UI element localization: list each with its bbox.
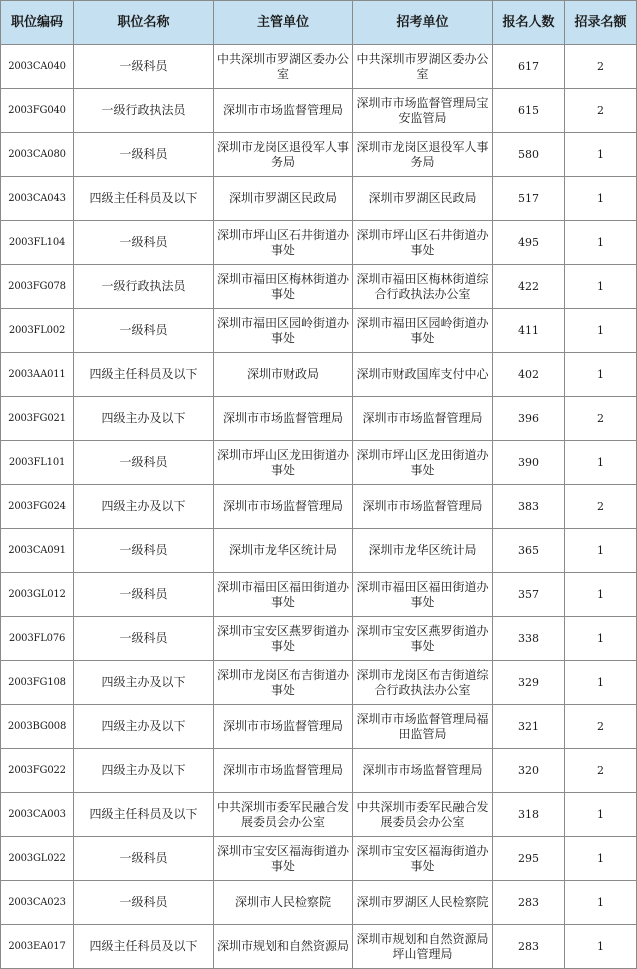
applicant-count-cell: 365 <box>493 529 565 573</box>
position-title-cell-text: 四级主任科员及以下 <box>89 191 198 205</box>
supervising-unit-cell <box>214 617 353 661</box>
applicant-count-cell: 411 <box>493 309 565 353</box>
supervising-unit-cell <box>214 837 353 881</box>
supervising-unit-cell-text: 深圳市龙华区统计局 <box>228 543 337 557</box>
position-title-cell <box>74 265 214 309</box>
quota-cell: 1 <box>565 353 637 397</box>
position-title-cell-text: 一级科员 <box>119 323 168 337</box>
position-title-cell-text: 一级科员 <box>119 235 168 249</box>
supervising-unit-cell-text: 深圳市坪山区石井街道办事处 <box>216 227 349 257</box>
recruiting-unit-cell <box>353 573 493 617</box>
supervising-unit-cell-text: 深圳市市场监督管理局 <box>222 719 343 733</box>
recruiting-unit-cell <box>353 221 493 265</box>
supervising-unit-cell-text: 深圳市福田区福田街道办事处 <box>216 579 349 609</box>
position-title-cell-text: 四级主办及以下 <box>101 499 186 513</box>
supervising-unit-cell <box>214 397 353 441</box>
position-title-cell-text: 一级科员 <box>119 147 168 161</box>
recruiting-unit-cell <box>353 793 493 837</box>
table-row <box>1 661 637 705</box>
position-title-cell <box>74 837 214 881</box>
supervising-unit-cell-text: 深圳市罗湖区民政局 <box>228 191 337 205</box>
recruiting-unit-cell-text: 深圳市坪山区石井街道办事处 <box>356 227 489 257</box>
position-title-cell <box>74 221 214 265</box>
recruiting-unit-cell <box>353 265 493 309</box>
supervising-unit-cell <box>214 265 353 309</box>
supervising-unit-cell <box>214 441 353 485</box>
recruiting-unit-cell <box>353 441 493 485</box>
recruiting-unit-cell <box>353 353 493 397</box>
recruiting-unit-cell <box>353 177 493 221</box>
position-title-cell <box>74 793 214 837</box>
quota-cell: 1 <box>565 265 637 309</box>
position-code-cell: 2003FL104 <box>1 221 74 265</box>
position-code-cell: 2003FL076 <box>1 617 74 661</box>
table-row <box>1 45 637 89</box>
table-row <box>1 749 637 793</box>
quota-cell: 1 <box>565 881 637 925</box>
position-code-cell: 2003EA017 <box>1 925 74 969</box>
quota-cell: 1 <box>565 617 637 661</box>
position-title-cell <box>74 309 214 353</box>
table-body <box>1 45 637 969</box>
quota-cell: 1 <box>565 793 637 837</box>
applicant-count-cell: 283 <box>493 925 565 969</box>
supervising-unit-cell <box>214 177 353 221</box>
header-position-code: 职位编码 <box>1 1 74 45</box>
recruiting-unit-cell-text: 深圳市福田区园岭街道办事处 <box>356 315 489 345</box>
position-title-cell <box>74 177 214 221</box>
position-title-cell-text: 四级主办及以下 <box>101 411 186 425</box>
applicant-count-cell: 321 <box>493 705 565 749</box>
position-title-cell-text: 一级科员 <box>119 895 168 909</box>
supervising-unit-cell <box>214 749 353 793</box>
position-code-cell: 2003GL022 <box>1 837 74 881</box>
recruiting-unit-cell <box>353 925 493 969</box>
supervising-unit-cell-text: 深圳市市场监督管理局 <box>222 499 343 513</box>
supervising-unit-cell <box>214 485 353 529</box>
quota-cell: 1 <box>565 441 637 485</box>
position-title-cell-text: 四级主办及以下 <box>101 719 186 733</box>
position-title-cell-text: 四级主任科员及以下 <box>89 939 198 953</box>
applicant-count-cell: 320 <box>493 749 565 793</box>
supervising-unit-cell <box>214 705 353 749</box>
supervising-unit-cell-text: 深圳市人民检察院 <box>234 895 331 909</box>
applicant-count-cell: 580 <box>493 133 565 177</box>
supervising-unit-cell <box>214 881 353 925</box>
position-code-cell: 2003FG021 <box>1 397 74 441</box>
recruiting-unit-cell <box>353 617 493 661</box>
position-code-cell: 2003AA011 <box>1 353 74 397</box>
recruiting-unit-cell-text: 深圳市福田区梅林街道综合行政执法办公室 <box>356 271 489 301</box>
position-title-cell-text: 一级科员 <box>119 631 168 645</box>
position-title-cell-text: 一级科员 <box>119 455 168 469</box>
position-title-cell <box>74 441 214 485</box>
position-code-cell: 2003FG024 <box>1 485 74 529</box>
recruiting-unit-cell-text: 深圳市龙岗区布吉街道综合行政执法办公室 <box>356 667 489 697</box>
position-title-cell-text: 四级主任科员及以下 <box>89 807 198 821</box>
applicant-count-cell: 283 <box>493 881 565 925</box>
recruiting-unit-cell-text: 深圳市罗湖区人民检察院 <box>356 895 489 909</box>
position-code-cell: 2003BG008 <box>1 705 74 749</box>
table-row <box>1 397 637 441</box>
recruiting-unit-cell <box>353 705 493 749</box>
supervising-unit-cell-text: 深圳市龙岗区布吉街道办事处 <box>216 667 349 697</box>
applicant-count-cell: 517 <box>493 177 565 221</box>
supervising-unit-cell-text: 深圳市福田区梅林街道办事处 <box>216 271 349 301</box>
position-title-cell <box>74 661 214 705</box>
supervising-unit-cell <box>214 661 353 705</box>
quota-cell: 2 <box>565 749 637 793</box>
position-title-cell <box>74 133 214 177</box>
applicant-count-cell: 390 <box>493 441 565 485</box>
header-position-title: 职位名称 <box>74 1 214 45</box>
applicant-count-cell: 402 <box>493 353 565 397</box>
header-row <box>1 1 637 45</box>
position-code-cell: 2003FG040 <box>1 89 74 133</box>
table-row <box>1 705 637 749</box>
header-quota: 招录名额 <box>565 1 637 45</box>
applicant-count-cell: 329 <box>493 661 565 705</box>
header-applicant-count: 报名人数 <box>493 1 565 45</box>
position-title-cell-text: 一级行政执法员 <box>101 103 186 117</box>
table-row <box>1 133 637 177</box>
position-code-cell: 2003CA043 <box>1 177 74 221</box>
supervising-unit-cell-text: 深圳市坪山区龙田街道办事处 <box>216 447 349 477</box>
recruiting-unit-cell-text: 深圳市坪山区龙田街道办事处 <box>356 447 489 477</box>
applicant-count-cell: 617 <box>493 45 565 89</box>
recruiting-unit-cell-text: 深圳市市场监督管理局 <box>362 499 483 513</box>
supervising-unit-cell <box>214 309 353 353</box>
supervising-unit-cell-text: 深圳市市场监督管理局 <box>222 103 343 117</box>
applicant-count-cell: 422 <box>493 265 565 309</box>
recruiting-unit-cell-text: 深圳市宝安区燕罗街道办事处 <box>356 623 489 653</box>
supervising-unit-cell <box>214 925 353 969</box>
position-code-cell: 2003CA091 <box>1 529 74 573</box>
position-title-cell <box>74 485 214 529</box>
supervising-unit-cell-text: 深圳市宝安区福海街道办事处 <box>216 843 349 873</box>
position-code-cell: 2003CA080 <box>1 133 74 177</box>
supervising-unit-cell-text: 深圳市宝安区燕罗街道办事处 <box>216 623 349 653</box>
table-row <box>1 353 637 397</box>
recruiting-unit-cell-text: 深圳市福田区福田街道办事处 <box>356 579 489 609</box>
quota-cell: 1 <box>565 309 637 353</box>
quota-cell: 1 <box>565 837 637 881</box>
quota-cell: 1 <box>565 925 637 969</box>
position-title-cell <box>74 353 214 397</box>
supervising-unit-cell <box>214 793 353 837</box>
supervising-unit-cell-text: 深圳市龙岗区退役军人事务局 <box>216 139 349 169</box>
position-code-cell: 2003CA003 <box>1 793 74 837</box>
applicant-count-cell: 295 <box>493 837 565 881</box>
quota-cell: 2 <box>565 485 637 529</box>
quota-cell: 1 <box>565 177 637 221</box>
position-title-cell-text: 一级科员 <box>119 851 168 865</box>
applicant-count-cell: 357 <box>493 573 565 617</box>
quota-cell: 2 <box>565 89 637 133</box>
position-code-cell: 2003FG108 <box>1 661 74 705</box>
position-title-cell <box>74 617 214 661</box>
recruiting-unit-cell-text: 深圳市龙华区统计局 <box>368 543 477 557</box>
position-title-cell <box>74 45 214 89</box>
supervising-unit-cell <box>214 353 353 397</box>
table-row <box>1 309 637 353</box>
position-code-cell: 2003FG078 <box>1 265 74 309</box>
supervising-unit-cell <box>214 45 353 89</box>
recruiting-unit-cell <box>353 133 493 177</box>
table-row <box>1 881 637 925</box>
table-row <box>1 617 637 661</box>
supervising-unit-cell-text: 深圳市市场监督管理局 <box>222 411 343 425</box>
position-title-cell-text: 四级主办及以下 <box>101 675 186 689</box>
position-title-cell-text: 一级科员 <box>119 59 168 73</box>
position-title-cell <box>74 749 214 793</box>
table-row <box>1 925 637 969</box>
table-row <box>1 441 637 485</box>
recruiting-unit-cell <box>353 89 493 133</box>
recruiting-unit-cell-text: 深圳市财政国库支付中心 <box>356 367 489 381</box>
supervising-unit-cell <box>214 133 353 177</box>
position-title-cell-text: 一级行政执法员 <box>101 279 186 293</box>
supervising-unit-cell-text: 中共深圳市罗湖区委办公室 <box>216 51 349 81</box>
position-title-cell <box>74 397 214 441</box>
position-title-cell <box>74 705 214 749</box>
recruiting-unit-cell <box>353 397 493 441</box>
applicant-count-cell: 318 <box>493 793 565 837</box>
recruiting-unit-cell-text: 中共深圳市委军民融合发展委员会办公室 <box>356 799 489 829</box>
supervising-unit-cell-text: 深圳市规划和自然资源局 <box>216 939 349 953</box>
position-title-cell-text: 一级科员 <box>119 543 168 557</box>
recruiting-unit-cell-text: 深圳市市场监督管理局 <box>362 763 483 777</box>
supervising-unit-cell <box>214 221 353 265</box>
applicant-count-cell: 396 <box>493 397 565 441</box>
recruiting-unit-cell-text: 深圳市市场监督管理局 <box>362 411 483 425</box>
recruiting-unit-cell <box>353 837 493 881</box>
header-supervising-unit: 主管单位 <box>214 1 353 45</box>
supervising-unit-cell-text: 中共深圳市委军民融合发展委员会办公室 <box>216 799 349 829</box>
recruiting-unit-cell <box>353 485 493 529</box>
recruiting-unit-cell <box>353 309 493 353</box>
position-code-cell: 2003FL002 <box>1 309 74 353</box>
recruiting-unit-cell <box>353 749 493 793</box>
position-code-cell: 2003FL101 <box>1 441 74 485</box>
table-row <box>1 89 637 133</box>
position-code-cell: 2003CA040 <box>1 45 74 89</box>
recruiting-unit-cell-text: 深圳市市场监督管理局宝安监管局 <box>356 95 489 125</box>
applicant-count-cell: 495 <box>493 221 565 265</box>
quota-cell: 2 <box>565 705 637 749</box>
quota-cell: 1 <box>565 661 637 705</box>
applicant-count-cell: 383 <box>493 485 565 529</box>
quota-cell: 1 <box>565 573 637 617</box>
position-title-cell <box>74 89 214 133</box>
position-code-cell: 2003FG022 <box>1 749 74 793</box>
supervising-unit-cell-text: 深圳市市场监督管理局 <box>222 763 343 777</box>
table-row <box>1 837 637 881</box>
position-title-cell <box>74 573 214 617</box>
quota-cell: 1 <box>565 133 637 177</box>
recruiting-unit-cell <box>353 881 493 925</box>
recruiting-unit-cell-text: 深圳市罗湖区民政局 <box>368 191 477 205</box>
table-row <box>1 485 637 529</box>
applicant-count-cell: 338 <box>493 617 565 661</box>
quota-cell: 2 <box>565 45 637 89</box>
supervising-unit-cell-text: 深圳市财政局 <box>246 367 319 381</box>
position-code-cell: 2003GL012 <box>1 573 74 617</box>
position-title-cell-text: 四级主办及以下 <box>101 763 186 777</box>
quota-cell: 1 <box>565 529 637 573</box>
table-row <box>1 177 637 221</box>
table-row <box>1 793 637 837</box>
supervising-unit-cell <box>214 573 353 617</box>
position-code-cell: 2003CA023 <box>1 881 74 925</box>
position-title-cell-text: 四级主任科员及以下 <box>89 367 198 381</box>
recruiting-unit-cell <box>353 45 493 89</box>
table-row <box>1 265 637 309</box>
applicant-count-cell: 615 <box>493 89 565 133</box>
table-row <box>1 221 637 265</box>
position-title-cell <box>74 925 214 969</box>
header-recruiting-unit: 招考单位 <box>353 1 493 45</box>
position-title-cell-text: 一级科员 <box>119 587 168 601</box>
recruiting-unit-cell-text: 深圳市规划和自然资源局坪山管理局 <box>356 931 489 961</box>
recruiting-unit-cell-text: 中共深圳市罗湖区委办公室 <box>356 51 489 81</box>
supervising-unit-cell <box>214 529 353 573</box>
supervising-unit-cell-text: 深圳市福田区园岭街道办事处 <box>216 315 349 345</box>
table-row <box>1 573 637 617</box>
recruiting-unit-cell-text: 深圳市宝安区福海街道办事处 <box>356 843 489 873</box>
table-row <box>1 529 637 573</box>
quota-cell: 2 <box>565 397 637 441</box>
recruiting-unit-cell <box>353 661 493 705</box>
supervising-unit-cell <box>214 89 353 133</box>
position-title-cell <box>74 881 214 925</box>
recruiting-unit-cell-text: 深圳市龙岗区退役军人事务局 <box>356 139 489 169</box>
recruiting-unit-cell <box>353 529 493 573</box>
position-title-cell <box>74 529 214 573</box>
quota-cell: 1 <box>565 221 637 265</box>
recruiting-unit-cell-text: 深圳市市场监督管理局福田监管局 <box>356 711 489 741</box>
